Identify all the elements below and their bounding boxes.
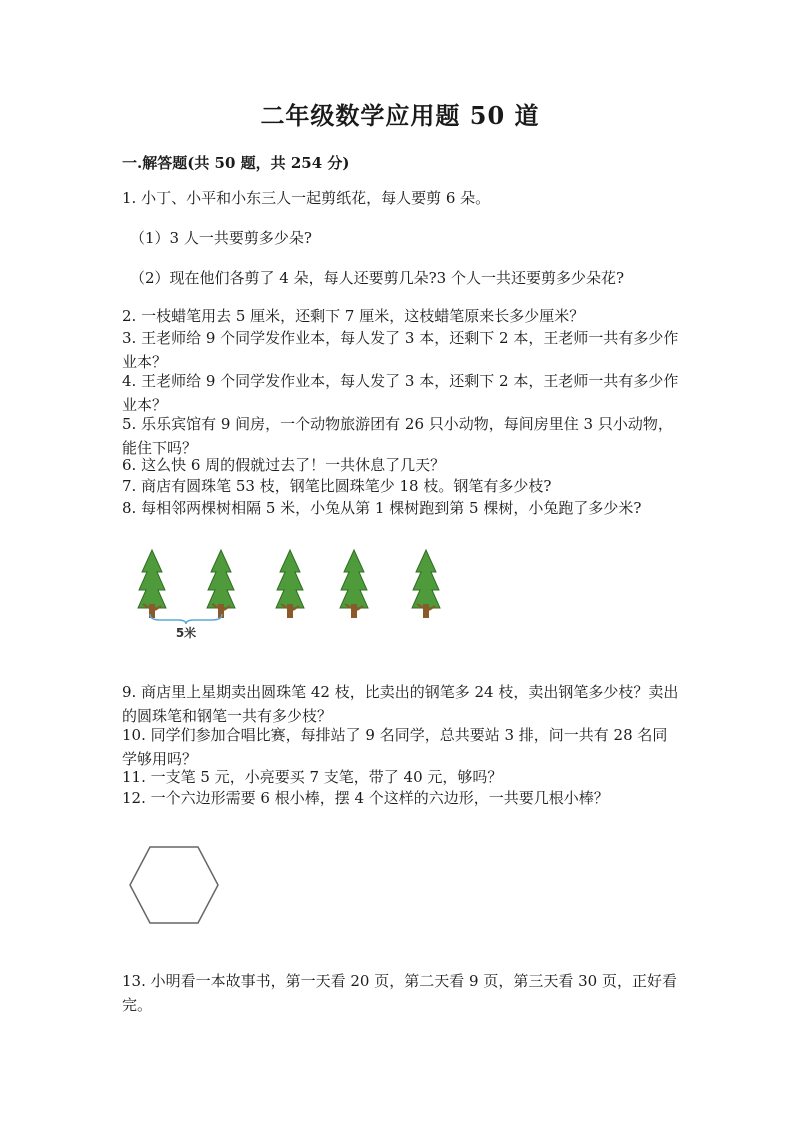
hexagon-shape (130, 847, 218, 923)
question-12: 12. 一个六边形需要 6 根小棒，摆 4 个这样的六边形，一共要几根小棒？ (122, 789, 609, 807)
question-6: 6. 这么快 6 周的假就过去了！一共休息了几天？ (122, 456, 446, 474)
question-4: 4. 王老师给 9 个同学发作业本，每人发了 3 本，还剩下 2 本，王老师一共有多少作业本？ (122, 372, 679, 414)
section-heading: 一.解答题(共 50 题，共 254 分) (122, 154, 350, 172)
tree-icon (207, 550, 235, 618)
tree-icon (340, 550, 368, 618)
question-1-part-1: （1）3 人一共要剪多少朵? (130, 229, 312, 247)
tree-icon (276, 550, 304, 618)
question-9: 9. 商店里上星期卖出圆珠笔 42 枝，比卖出的钢笔多 24 枝，卖出钢笔多少枝？卖出的圆珠笔和钢笔一共有多少枝？ (122, 683, 679, 725)
question-5: 5. 乐乐宾馆有 9 间房，一个动物旅游团有 26 只小动物，每间房里住 3 只小动物，能住下吗？ (122, 415, 673, 457)
question-10: 10. 同学们参加合唱比赛，每排站了 9 名同学，总共要站 3 排，问一共有 28 名同学够用吗？ (122, 726, 668, 768)
distance-brace (150, 614, 222, 624)
question-11: 11. 一支笔 5 元，小亮要买 7 支笔，带了 40 元，够吗？ (122, 768, 503, 786)
question-7: 7. 商店有圆珠笔 53 枝，钢笔比圆珠笔少 18 枝。钢笔有多少枝? (122, 477, 552, 495)
tree-icon (138, 550, 166, 618)
question-1-part-2: （2）现在他们各剪了 4 朵，每人还要剪几朵?3 个人一共还要剪多少朵花? (130, 269, 625, 287)
question-13: 13. 小明看一本故事书，第一天看 20 页，第二天看 9 页，第三天看 30 页，正好看完。 (122, 972, 677, 1014)
question-2: 2. 一枝蜡笔用去 5 厘米，还剩下 7 厘米，这枝蜡笔原来长多少厘米？ (122, 307, 585, 325)
question-3: 3. 王老师给 9 个同学发作业本，每人发了 3 本，还剩下 2 本，王老师一共有多少作业本？ (122, 329, 679, 371)
hexagon-figure (126, 843, 222, 927)
question-8: 8. 每相邻两棵树相隔 5 米，小兔从第 1 棵树跑到第 5 棵树，小兔跑了多少米? (122, 499, 642, 517)
tree-icon (412, 550, 440, 618)
distance-label: 5米 (175, 626, 197, 640)
question-1: 1. 小丁、小平和小东三人一起剪纸花，每人要剪 6 朵。 (122, 189, 491, 207)
page-title: 二年级数学应用题 50 道 (260, 101, 540, 130)
trees-figure (130, 548, 460, 648)
